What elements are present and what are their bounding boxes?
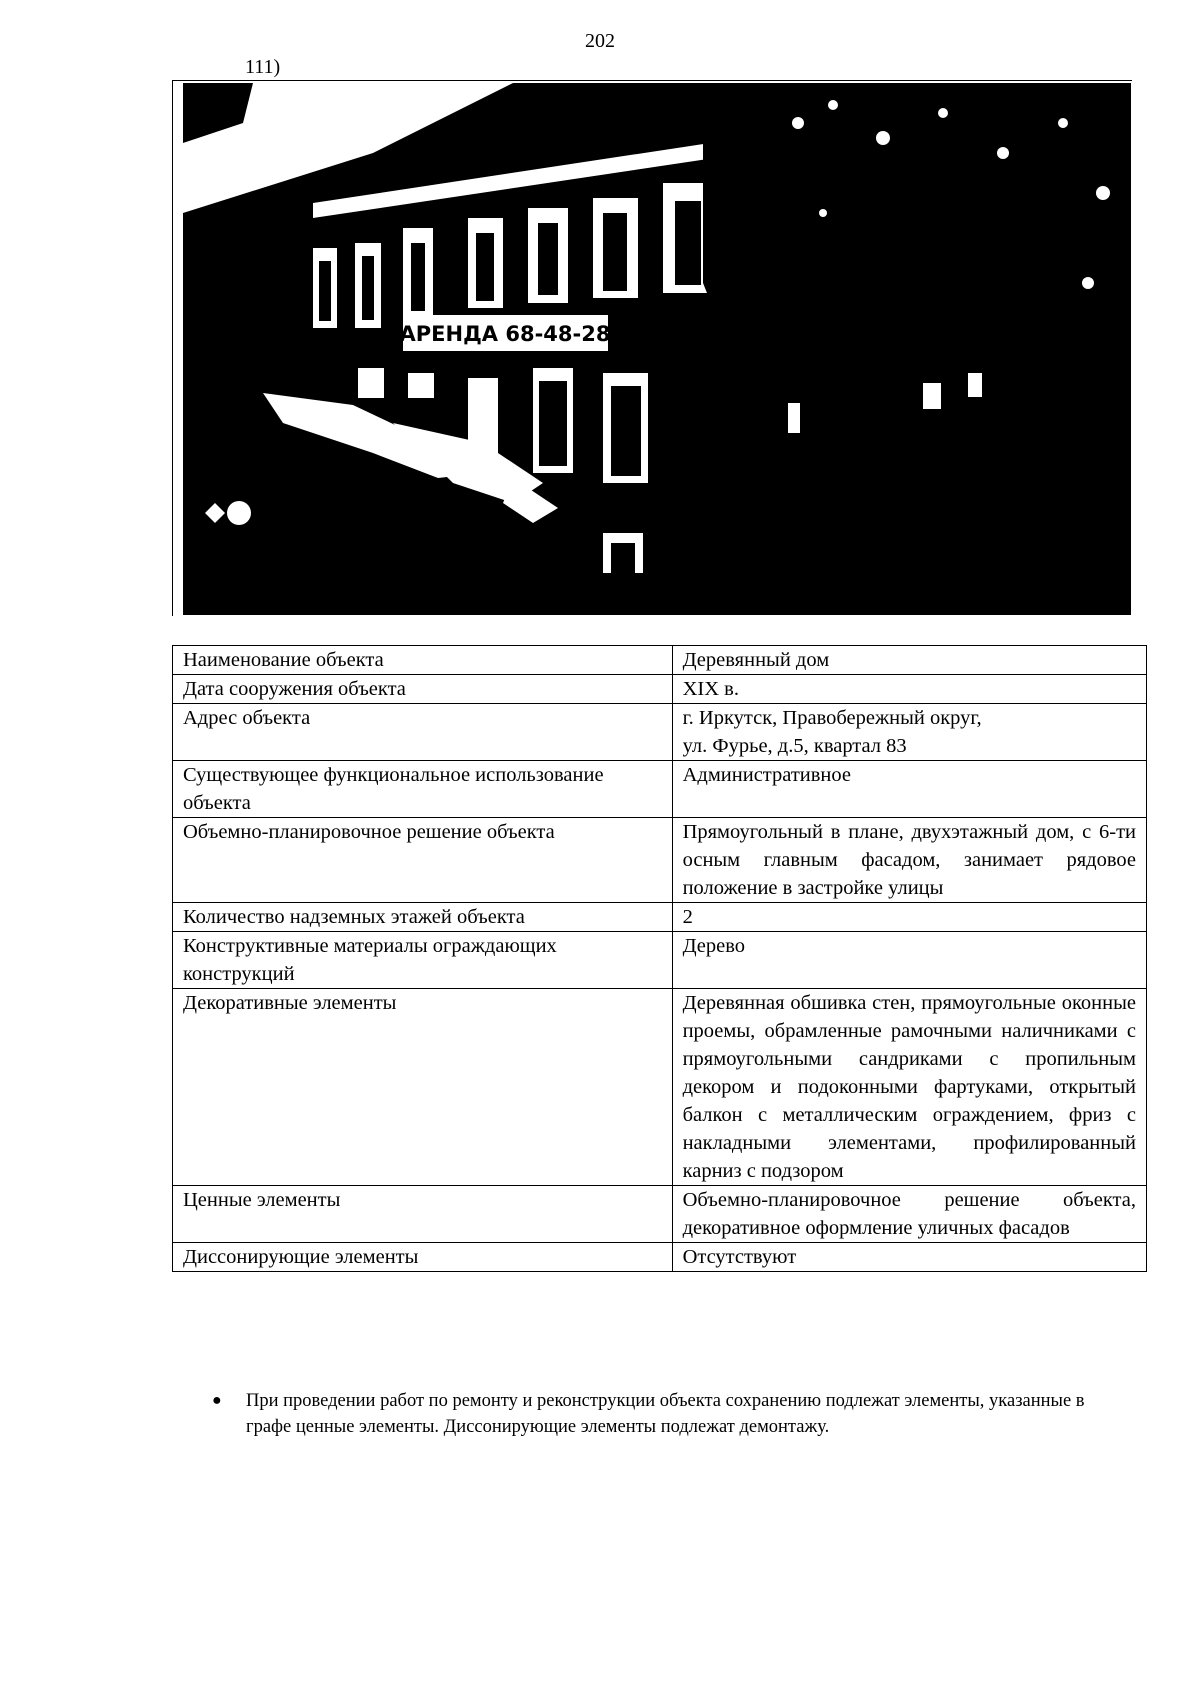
circle-logo-icon <box>227 501 251 525</box>
table-row <box>173 818 1147 903</box>
row-label: Диссонирующие элементы <box>173 1243 673 1272</box>
row-label: Объемно-планировочное решение объекта <box>173 818 673 903</box>
row-value: Деревянный дом <box>672 646 1146 675</box>
table-row <box>173 932 1147 989</box>
item-number: 111) <box>245 56 281 78</box>
row-label: Количество надземных этажей объекта <box>173 903 673 932</box>
row-label: Дата сооружения объекта <box>173 675 673 704</box>
table-row <box>173 646 1147 675</box>
rent-sign-text: АРЕНДА 68-48-28 <box>399 322 611 346</box>
table-row <box>173 1186 1147 1243</box>
row-value: Дерево <box>672 932 1146 989</box>
building-photo <box>172 80 1132 616</box>
row-value: 2 <box>672 903 1146 932</box>
note-text: При проведении работ по ремонту и реконструкции объекта сохранению подлежат элементы, указанные в графе ценные элементы. Диссонирующие элементы подлежат демонтажу. <box>246 1391 1085 1437</box>
row-label: Наименование объекта <box>173 646 673 675</box>
row-value: XIX в. <box>672 675 1146 704</box>
bullet-icon: ● <box>212 1392 222 1409</box>
row-label: Существующее функциональное использование объекта <box>173 761 673 818</box>
table-row <box>173 704 1147 761</box>
page-number: 202 <box>585 30 615 52</box>
notes-list <box>212 1388 1092 1440</box>
row-value: Административное <box>672 761 1146 818</box>
table-row <box>173 1243 1147 1272</box>
table-row <box>173 675 1147 704</box>
table-row <box>173 903 1147 932</box>
row-value: Отсутствуют <box>672 1243 1146 1272</box>
table-row <box>173 761 1147 818</box>
row-label: Ценные элементы <box>173 1186 673 1243</box>
object-properties-table <box>172 645 1147 1272</box>
row-value: Деревянная обшивка стен, прямоугольные оконные проемы, обрамленные рамочными наличниками с прямоугольными сандриками с пропильным декором и подоконными фартуками, открытый балкон с металлическим ограждением, фриз с накладными элементами, профилированный карниз с подзором <box>672 989 1146 1186</box>
row-label: Декоративные элементы <box>173 989 673 1186</box>
row-value: г. Иркутск, Правобережный округ, ул. Фурье, д.5, квартал 83 <box>672 704 1146 761</box>
table-row <box>173 989 1147 1186</box>
list-item <box>212 1388 1092 1440</box>
row-value: Объемно-планировочное решение объекта, декоративное оформление уличных фасадов <box>672 1186 1146 1243</box>
row-value: Прямоугольный в плане, двухэтажный дом, с 6-ти осным главным фасадом, занимает рядовое положение в застройке улицы <box>672 818 1146 903</box>
row-label: Адрес объекта <box>173 704 673 761</box>
row-label: Конструктивные материалы ограждающих конструкций <box>173 932 673 989</box>
building-photo-image <box>183 83 1131 615</box>
